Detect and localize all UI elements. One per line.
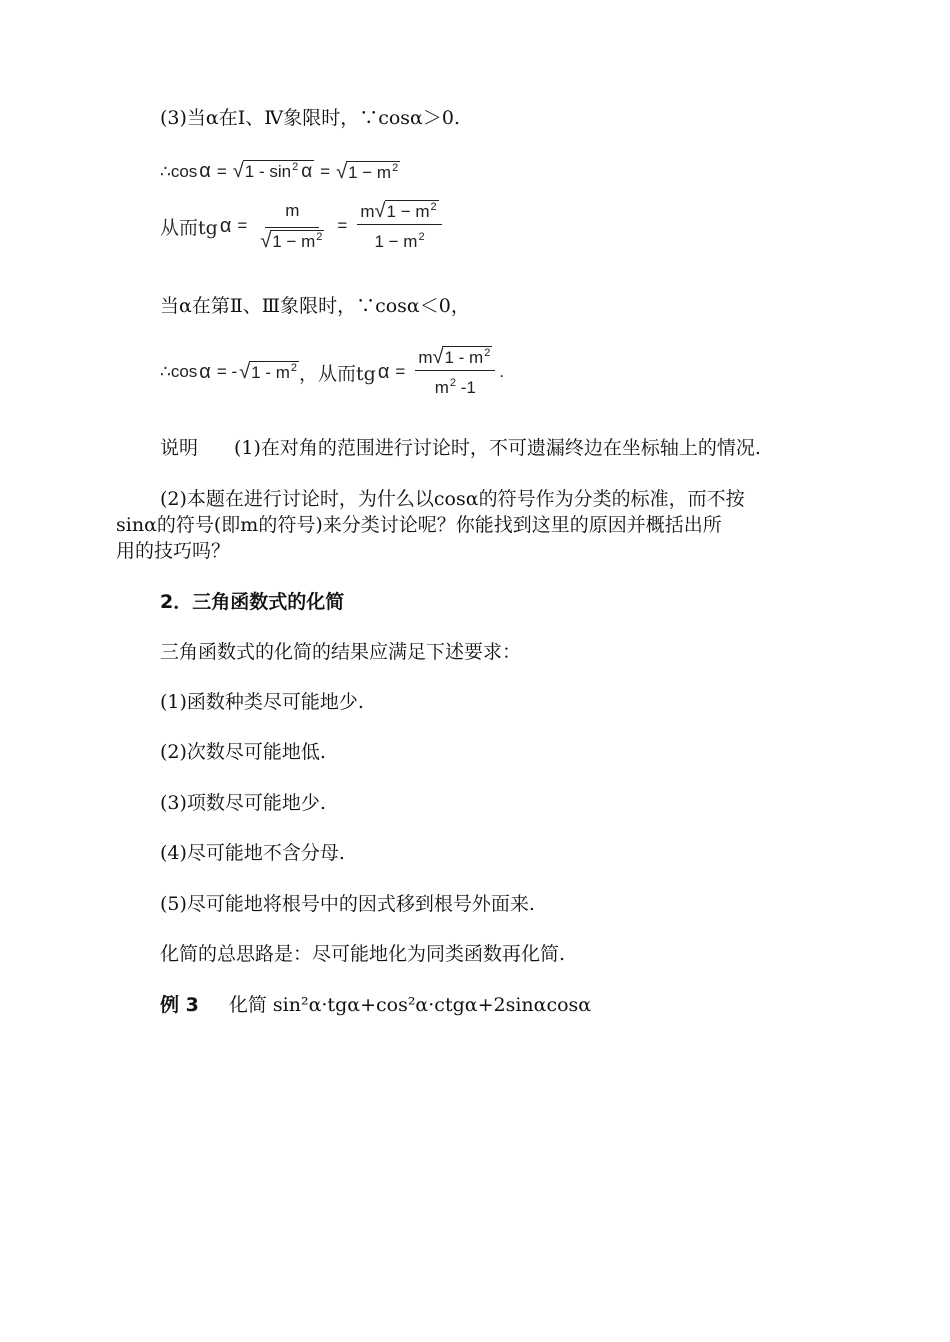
- section-heading: 2．三角函数式的化简: [160, 591, 345, 613]
- radical-icon: √: [432, 346, 444, 368]
- requirement-item: (5)尽可能地将根号中的因式移到根号外面来.: [160, 893, 535, 915]
- formula-tg-alpha: [160, 200, 446, 252]
- radicand: $1 - \sin^2 \alpha$: [244, 161, 313, 182]
- equals-sign: =: [320, 161, 331, 181]
- sqrt-expression: [233, 160, 314, 183]
- equals-sign: =: [216, 161, 227, 181]
- note-label: 说明: [160, 437, 199, 459]
- formula-prefix: ∴cos: [160, 362, 198, 381]
- formula-prefix: ∴cos: [160, 161, 198, 181]
- requirement-item: (1)函数种类尽可能地少.: [160, 691, 364, 713]
- denominator: $1 - m^2$: [374, 231, 425, 251]
- alpha-symbol: α: [199, 160, 211, 182]
- numerator: m: [265, 201, 319, 228]
- alpha-symbol: α: [377, 360, 390, 383]
- requirement-item: (4)尽可能地不含分母.: [160, 842, 345, 864]
- radical-icon: √: [336, 160, 348, 183]
- numerator: m √ $1 - m^2$: [415, 346, 495, 371]
- example-line: [160, 993, 591, 1017]
- formula-negative-case: [160, 346, 504, 398]
- requirement-item: (3)项数尽可能地少.: [160, 792, 326, 814]
- paragraph-line: 用的技巧吗？: [116, 540, 231, 562]
- text-line: 当α在第Ⅱ、Ⅲ象限时，∵cosα＜0，: [160, 295, 470, 317]
- intro-line: 三角函数式的化简的结果应满足下述要求：: [160, 641, 522, 663]
- equals-sign: =: [395, 362, 406, 381]
- fraction: [357, 200, 441, 252]
- formula-cos-alpha: [160, 160, 400, 183]
- radical-icon: √: [374, 200, 386, 222]
- paragraph-line: (2)本题在进行讨论时，为什么以cosα的符号作为分类的标准，而不按: [160, 488, 745, 510]
- example-label: 例 3: [160, 994, 199, 1016]
- equals-sign: =: [337, 216, 348, 235]
- denominator: √ $1 - m^2$: [260, 229, 323, 252]
- period: .: [499, 362, 505, 381]
- denominator: $m^2$ -1: [434, 377, 476, 397]
- text-line: (3)当α在Ⅰ、Ⅳ象限时，∵cosα＞0.: [160, 107, 461, 129]
- numerator: m √ $1 - m^2$: [357, 200, 441, 225]
- paragraph-line: sinα的符号(即m的符号)来分类讨论呢？你能找到这里的原因并概括出所: [116, 514, 722, 536]
- formula-connector: ，从而tg: [299, 362, 376, 385]
- note-text: (1)在对角的范围进行讨论时，不可遗漏终边在坐标轴上的情况.: [234, 437, 761, 459]
- radical-icon: √: [232, 160, 244, 182]
- example-text: 化简 sin²α·tgα+cos²α·ctgα+2sinαcosα: [228, 994, 592, 1016]
- requirement-item: (2)次数尽可能地低.: [160, 741, 326, 763]
- radical-icon: √: [239, 361, 251, 383]
- fraction: [257, 201, 327, 252]
- summary-line: 化简的总思路是：尽可能地化为同类函数再化简.: [160, 943, 566, 965]
- alpha-symbol: α: [219, 214, 232, 237]
- equals-minus: = -: [216, 362, 238, 381]
- sqrt-expression: [239, 361, 299, 383]
- fraction: [415, 346, 495, 398]
- note-line: [160, 436, 761, 460]
- radical-icon: √: [260, 229, 272, 252]
- radicand: $1 - m^2$: [348, 161, 399, 182]
- equals-sign: =: [237, 216, 248, 235]
- radicand: $1 - m^2$: [251, 362, 297, 382]
- sqrt-expression: [336, 161, 400, 183]
- alpha-symbol: α: [199, 360, 211, 383]
- formula-prefix: 从而tg: [160, 216, 218, 239]
